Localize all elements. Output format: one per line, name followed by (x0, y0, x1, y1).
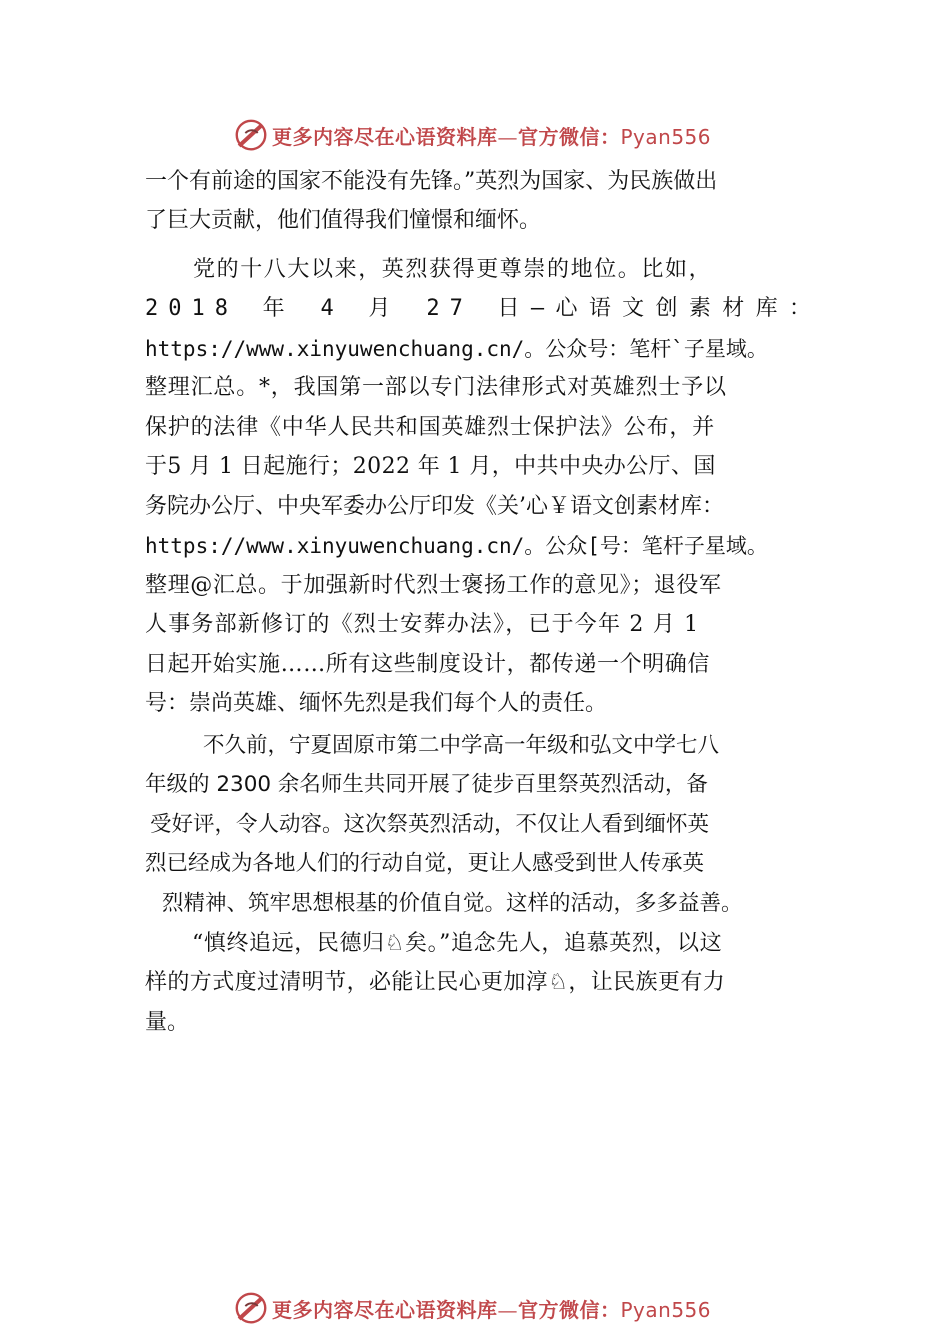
footer-wechat-label: 官方微信： (518, 1297, 621, 1322)
footer-watermark (232, 1288, 711, 1328)
body-line: 号：崇尚英雄、缅怀先烈是我们每个人的责任。 (145, 691, 608, 716)
body-line-text: 2018 年 4 月 27 日—心语文创素材库： (145, 296, 821, 321)
body-line: 量。 (145, 1010, 190, 1035)
body-line: 了巨大贡献，他们值得我们憧憬和缅怀。 (145, 208, 542, 233)
body-line: 年级的 2300 余名师生共同开展了徒步百里祭英烈活动，备 (145, 772, 708, 797)
body-line: 受好评，令人动容。这次祭英烈活动，不仅让人看到缅怀英 (150, 812, 710, 837)
body-line: 整理@汇总。于加强新时代烈士褒扬工作的意见》；退役军 (145, 573, 722, 598)
body-line: 样的方式度过清明节，必能让民心更加淳♘，让民族更有力 (145, 970, 726, 995)
header-watermark (232, 115, 711, 155)
body-line: 日起开始实施……所有这些制度设计，都传递一个明确信 (145, 652, 711, 677)
body-line (145, 294, 821, 324)
body-line: 整理汇总。*，我国第一部以专门法律形式对英雄烈士予以 (145, 375, 727, 400)
header-separator: — (497, 124, 518, 149)
body-line: “慎终追远，民德归♘矣。”追念先人，追慕英烈，以这 (192, 931, 723, 956)
header-main-text: 更多内容尽在心语资料库 (272, 124, 498, 149)
footer-wechat-id: Pyan556 (620, 1297, 712, 1322)
body-line: 烈已经成为各地人们的行动自觉，更让人感受到世人传承英 (145, 851, 705, 876)
body-line: 保护的法律《中华人民共和国英雄烈士保护法》公布，并 (145, 415, 716, 440)
body-line: 于5 月 1 日起施行；2022 年 1 月，中共中央办公厅、国 (145, 454, 716, 479)
footer-watermark-text (272, 1294, 711, 1323)
header-wechat-label: 官方微信： (518, 124, 621, 149)
body-line: https://www.xinyuwenchuang.cn/。公众号：笔杆`子星域。 (145, 337, 768, 361)
body-line: 务院办公厅、中央军委办公厅印发《关’心￥语文创素材库： (145, 494, 724, 519)
header-wechat-id: Pyan556 (620, 124, 712, 149)
body-line: 不久前，宁夏固原市第二中学高一年级和弘文中学七八 (203, 733, 720, 758)
pen-logo-icon (232, 116, 270, 154)
footer-separator: — (497, 1297, 518, 1322)
header-watermark-text (272, 121, 711, 150)
footer-main-text: 更多内容尽在心语资料库 (272, 1297, 498, 1322)
body-line: 人事务部新修订的《烈士安葬办法》，已于今年 2 月 1 (145, 612, 700, 637)
body-line: 烈精神、筑牢思想根基的价值自觉。这样的活动，多多益善。 (162, 891, 743, 916)
pen-logo-icon (232, 1289, 270, 1327)
body-line: 一个有前途的国家不能没有先锋。”英烈为国家、为民族做出 (145, 169, 718, 194)
body-line: https://www.xinyuwenchuang.cn/。公众[号：笔杆子星域。 (145, 534, 768, 558)
body-line: 党的十八大以来，英烈获得更尊崇的地位。比如， (193, 257, 713, 282)
